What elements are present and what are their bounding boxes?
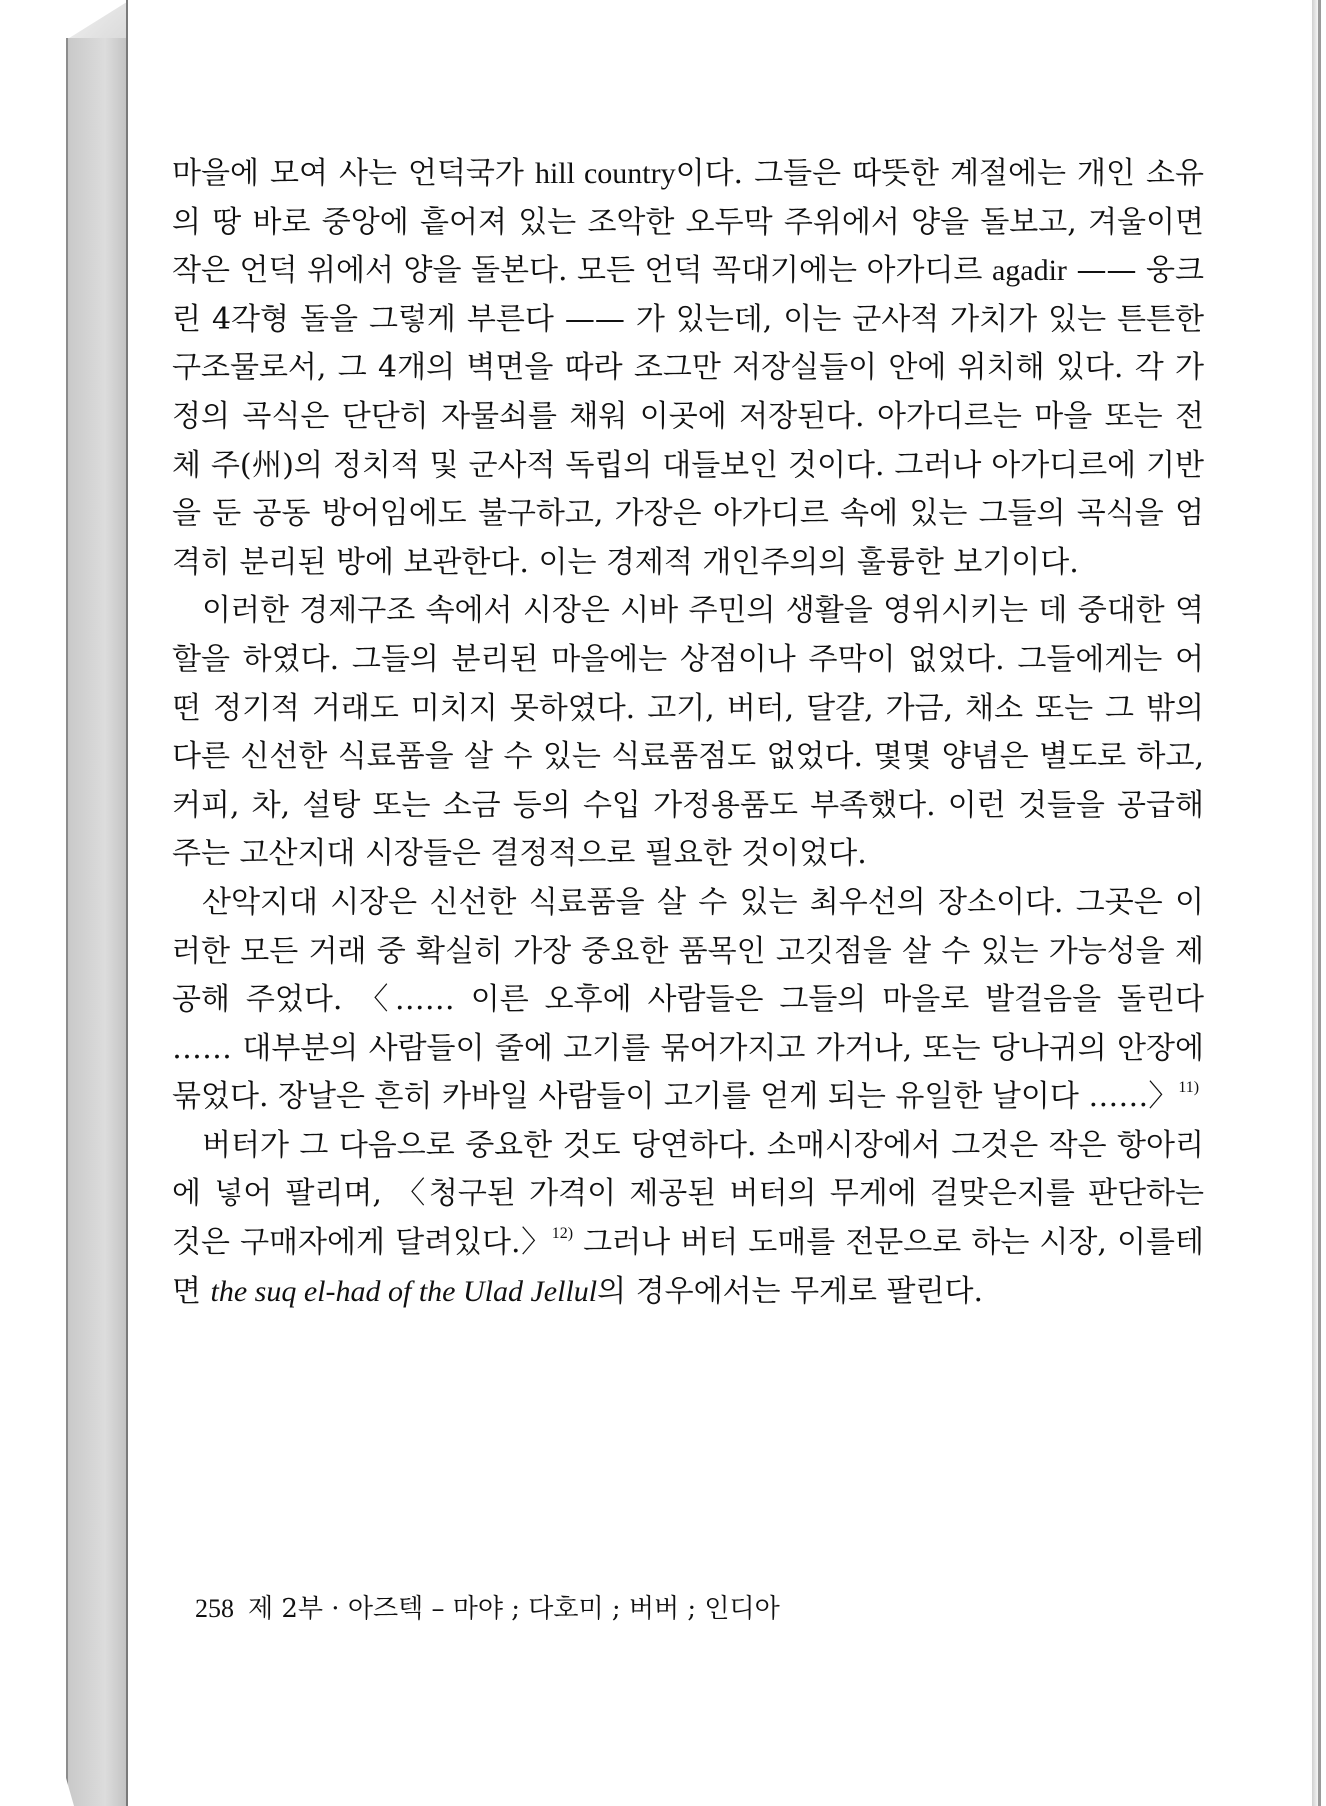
footnote-ref-12: 12) (551, 1225, 574, 1243)
p1-latin-a: hill country (534, 157, 676, 190)
p3-text: 산악지대 시장은 신선한 식료품을 살 수 있는 최우선의 장소이다. 그곳은 이러한 모든 거래 중 확실히 가장 중요한 품목인 고깃점을 살 수 있는 가능성을 제공해 주었다. 〈…… 이른 오후에 사람들은 그들의 마을로 발걸음을 돌린다 …… 대부분의 사람들이 줄에 고기를 묶어가지고 가거나, 또는 당나귀의 안장에 묶었다. 장날은 흔히 카바일 사람들이 고기를 얻게 되는 유일한 날이다 ……〉 (172, 884, 1204, 1115)
page-number: 258 (195, 1594, 234, 1623)
paragraph-1 (172, 150, 1204, 587)
p4-italic-title: the suq el-had of the Ulad Jellul (210, 1274, 598, 1308)
p4-text-a: 버터가 그 다음으로 중요한 것도 당연하다. 소매시장에서 그것은 작은 항아리에 넣어 팔리며, 〈청구된 가격이 제공된 버터의 무게에 걸맞은지를 판단하는 것은 구매자에게 달려있다.〉 (172, 1127, 1204, 1261)
p4-text-b: 그러나 버터 도매를 전문으로 하는 시장, 이를테면 (172, 1225, 1204, 1309)
book-spine (66, 38, 130, 1806)
p1-text-a: 마을에 모여 사는 언덕국가 (172, 156, 535, 191)
p1-text-b: 이다. 그들은 따뜻한 계절에는 개인 소유의 땅 바로 중앙에 흩어져 있는 조악한 오두막 주위에서 양을 돌보고, 겨울이면 작은 언덕 위에서 양을 돌본다. 모든 언덕 꼭대기에는 아가디르 (172, 156, 1204, 289)
page-footer (195, 1588, 780, 1625)
p1-latin-b: agadir (991, 254, 1067, 288)
body-text (172, 150, 1204, 1316)
page-edge-shadow (1312, 0, 1318, 1806)
paragraph-3 (172, 879, 1204, 1122)
running-title: 제 2부 · 아즈텍 – 마야 ; 다호미 ; 버버 ; 인디아 (248, 1594, 780, 1624)
paragraph-2: 이러한 경제구조 속에서 시장은 시바 주민의 생활을 영위시키는 데 중대한 역할을 하였다. 그들의 분리된 마을에는 상점이나 주막이 없었다. 그들에게는 어떤 정기적 거래도 미치지 못하였다. 고기, 버터, 달걀, 가금, 채소 또는 그 밖의 다른 신선한 식료품을 살 수 있는 식료품점도 없었다. 몇몇 양념은 별도로 하고, 커피, 차, 설탕 또는 소금 등의 수입 가정용품도 부족했다. 이런 것들을 공급해 주는 고산지대 시장들은 결정적으로 필요한 것이었다. (172, 593, 1204, 872)
p4-text-c: 의 경우에서는 무게로 팔린다. (597, 1273, 984, 1309)
paragraph-4 (172, 1122, 1204, 1316)
footnote-ref-11: 11) (1178, 1079, 1200, 1097)
book-top-edge (66, 0, 130, 40)
p1-text-c: —— 웅크린 4각형 돌을 그렇게 부른다 —— 가 있는데, 이는 군사적 가치가 있는 튼튼한 구조물로서, 그 4개의 벽면을 따라 조그만 저장실들이 안에 위치해 있다. 각 가정의 곡식은 단단히 자물쇠를 채워 이곳에 저장된다. 아가디르는 마을 또는 전체 주(州)의 정치적 및 군사적 독립의 대들보인 것이다. 그러나 아가디르에 기반을 둔 공동 방어임에도 불구하고, 가장은 아가디르 속에 있는 그들의 곡식을 엄격히 분리된 방에 보관한다. 이는 경제적 개인주의의 훌륭한 보기이다. (172, 253, 1204, 580)
